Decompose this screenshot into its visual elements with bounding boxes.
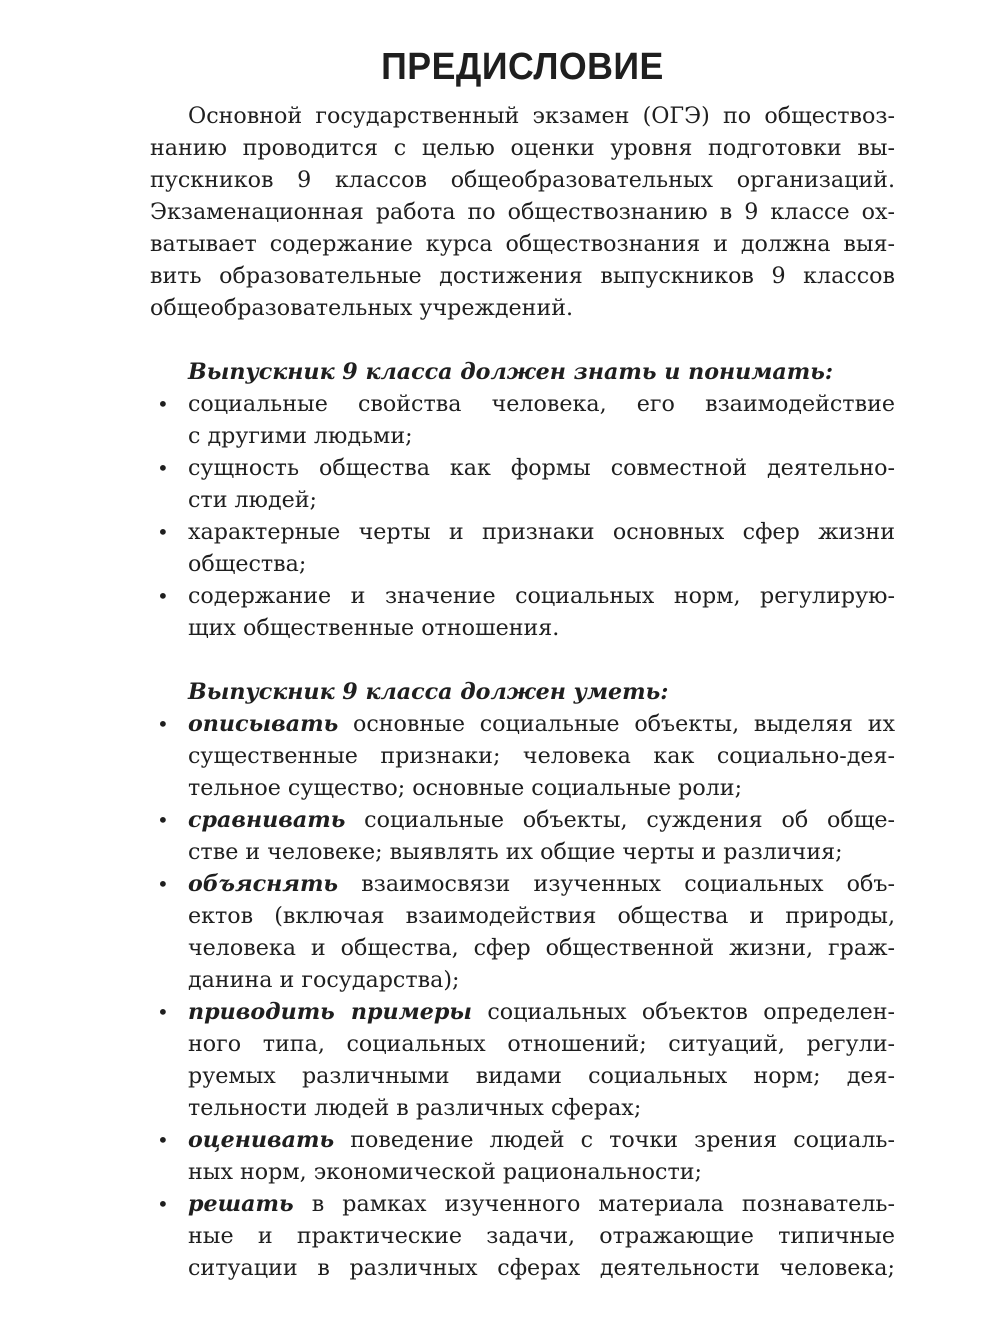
- intro-line: общеобразовательных учреждений.: [150, 295, 574, 321]
- item-line: [188, 996, 895, 1028]
- document-page: [150, 40, 895, 1284]
- item-line: [188, 1188, 895, 1220]
- item-line: социальные свойства человека, его взаимодействие: [188, 391, 895, 417]
- item-keyword: решать: [188, 1191, 294, 1217]
- item-line: [188, 804, 895, 836]
- item-line: [188, 708, 895, 740]
- item-line: сти людей;: [188, 487, 318, 513]
- page-title: ПРЕДИСЛОВИЕ: [381, 46, 664, 88]
- item-line: сущность общества как формы совместной деятельно-: [188, 455, 895, 481]
- list-item: [150, 516, 895, 580]
- item-line: человека и общества, сфер общественной жизни, граж-: [188, 935, 895, 961]
- item-text: основные социальные объекты, выделяя их: [338, 711, 895, 737]
- list-item: [150, 580, 895, 644]
- item-text: поведение людей с точки зрения социаль-: [334, 1127, 895, 1153]
- item-line: стве и человеке; выявлять их общие черты и различия;: [188, 839, 843, 865]
- item-keyword: описывать: [188, 711, 339, 737]
- bullet-icon: •: [157, 584, 169, 608]
- item-line: ситуации в различных сферах деятельности человека;: [188, 1255, 895, 1281]
- item-line: содержание и значение социальных норм, регулирую-: [188, 583, 895, 609]
- item-line: [188, 1124, 895, 1156]
- intro-line: ватывает содержание курса обществознания и должна выя-: [150, 231, 895, 257]
- item-line: ных норм, экономической рациональности;: [188, 1159, 703, 1185]
- bullet-icon: •: [157, 520, 169, 544]
- item-line: общества;: [188, 551, 307, 577]
- item-line: ные и практические задачи, отражающие типичные: [188, 1223, 895, 1249]
- item-line: данина и государства);: [188, 967, 460, 993]
- bullet-icon: •: [157, 808, 169, 832]
- item-text: социальных объектов определен-: [471, 999, 895, 1025]
- item-line: ектов (включая взаимодействия общества и природы,: [188, 903, 895, 929]
- intro-line: Основной государственный экзамен (ОГЭ) по обществоз-: [188, 103, 895, 129]
- bullet-icon: •: [157, 1192, 169, 1216]
- item-line: щих общественные отношения.: [188, 615, 560, 641]
- item-line: существенные признаки; человека как социально-дея-: [188, 743, 895, 769]
- list-item: [150, 868, 895, 996]
- intro-paragraph: [150, 100, 895, 324]
- item-line: тельности людей в различных сферах;: [188, 1095, 642, 1121]
- list-item: [150, 452, 895, 516]
- list-item: [150, 388, 895, 452]
- list-item: [150, 708, 895, 804]
- list-item: [150, 1124, 895, 1188]
- item-text: взаимосвязи изученных социальных объ-: [338, 871, 895, 897]
- item-line: с другими людьми;: [188, 423, 413, 449]
- bullet-icon: •: [157, 712, 169, 736]
- intro-line: пускников 9 классов общеобразовательных организаций.: [150, 167, 895, 193]
- able-heading: Выпускник 9 класса должен уметь:: [188, 679, 669, 705]
- item-line: руемых различными видами социальных норм; дея-: [188, 1063, 895, 1089]
- bullet-icon: •: [157, 872, 169, 896]
- item-keyword: объяснять: [188, 871, 339, 897]
- item-text: социальные объекты, суждения об обще-: [345, 807, 895, 833]
- item-text: в рамках изученного материала познаватель-: [293, 1191, 895, 1217]
- able-list: [150, 708, 895, 1284]
- intro-line: нанию проводится с целью оценки уровня подготовки вы-: [150, 135, 895, 161]
- bullet-icon: •: [157, 456, 169, 480]
- bullet-icon: •: [157, 392, 169, 416]
- bullet-icon: •: [157, 1128, 169, 1152]
- item-line: характерные черты и признаки основных сфер жизни: [188, 519, 895, 545]
- list-item: [150, 1188, 895, 1284]
- item-line: [188, 868, 895, 900]
- know-heading: Выпускник 9 класса должен знать и понимать:: [188, 359, 834, 385]
- bullet-icon: •: [157, 1000, 169, 1024]
- intro-line: Экзаменационная работа по обществознанию в 9 классе ох-: [150, 199, 895, 225]
- intro-line: вить образовательные достижения выпускников 9 классов: [150, 263, 895, 289]
- item-keyword: оценивать: [188, 1127, 335, 1153]
- know-list: [150, 388, 895, 644]
- item-line: ного типа, социальных отношений; ситуаций, регули-: [188, 1031, 895, 1057]
- item-keyword: сравнивать: [188, 807, 346, 833]
- list-item: [150, 804, 895, 868]
- item-keyword: приводить примеры: [188, 999, 472, 1025]
- list-item: [150, 996, 895, 1124]
- item-line: тельное существо; основные социальные роли;: [188, 775, 743, 801]
